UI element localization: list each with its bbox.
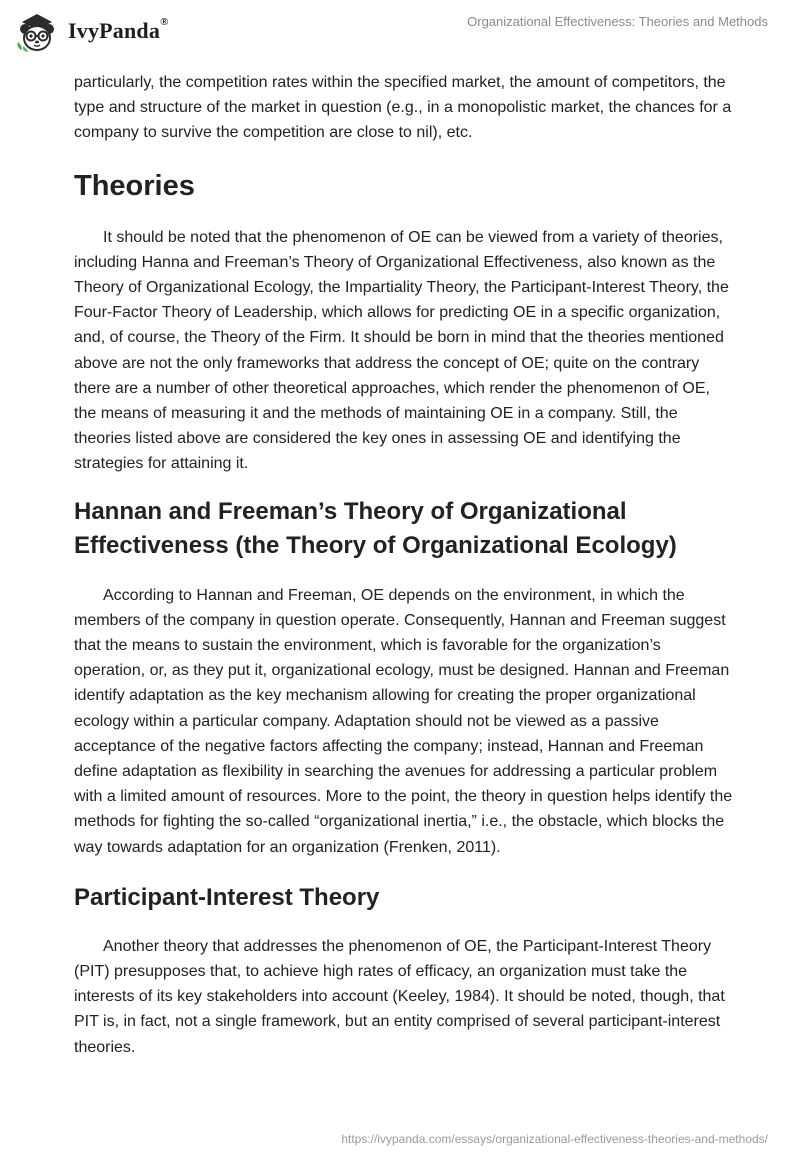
panda-graduate-icon [14,8,60,54]
participant-interest-heading: Participant-Interest Theory [74,883,380,911]
theories-paragraph: It should be noted that the phenomenon of OE can be viewed from a variety of theories, including Hanna and Freeman’s Theory of Organizational Effectiveness, also known as the Theory of Organizational Ecology, the Impartiality Theory, the Participant-Interest Theory, the Four-Factor Theory of Leadership, which allows for predicting OE in a specific organization, and, of course, the Theory of the Firm. It should be born in mind that the theories mentioned above are not the only frameworks that address the concept of OE; quite on the contrary there are a number of other theoretical approaches, which render the phenomenon of OE, the means of measuring it and the methods of maintaining OE in a company. Still, the theories listed above are considered the key ones in assessing OE and identifying the strategies for attaining it. [74,228,729,473]
essay-content [74,70,734,1060]
registered-mark: ® [160,16,169,28]
page-header [0,0,800,72]
intro-paragraph: particularly, the competition rates within the specified market, the amount of competitors, the type and structure of the market in question (e.g., in a monopolistic market, the chances for a company to survive the competition are close to nil), etc. [74,74,732,142]
theories-heading: Theories [74,169,195,202]
document-title: Organizational Effectiveness: Theories and Methods [467,14,768,29]
logo-wordmark-text: IvyPanda [68,18,161,43]
logo-wordmark [68,18,169,44]
participant-interest-paragraph: Another theory that addresses the phenomenon of OE, the Participant-Interest Theory (PIT) presupposes that, to achieve high rates of efficacy, an organization must take the interests of its key stakeholders into account (Keeley, 1984). It should be noted, though, that PIT is, in fact, not a single framework, but an entity comprised of several participant-interest theories. [74,937,725,1056]
hannan-freeman-paragraph: According to Hannan and Freeman, OE depends on the environment, in which the members of the company in question operate. Consequently, Hannan and Freeman suggest that the means to sustain the environment, which is favorable for the organization’s operation, or, as they put it, organizational ecology, must be designed. Hannan and Freeman identify adaptation as the key mechanism allowing for creating the proper organizational ecology within a particular company. Adaptation should not be viewed as a passive acceptance of the negative factors affecting the company; instead, Hannan and Freeman define adaptation as flexibility in searching the avenues for addressing a particular problem with a limited amount of resources. More to the point, the theory in question helps identify the methods for fighting the so-called “organizational inertia,” i.e., the obstacle, which blocks the way towards adaptation for an organization (Frenken, 2011). [74,586,733,856]
hannan-freeman-heading: Hannan and Freeman’s Theory of Organizational Effectiveness (the Theory of Organizational Ecology) [74,497,677,559]
source-url[interactable]: https://ivypanda.com/essays/organizational-effectiveness-theories-and-methods/ [341,1132,768,1146]
ivypanda-logo[interactable] [14,8,169,54]
